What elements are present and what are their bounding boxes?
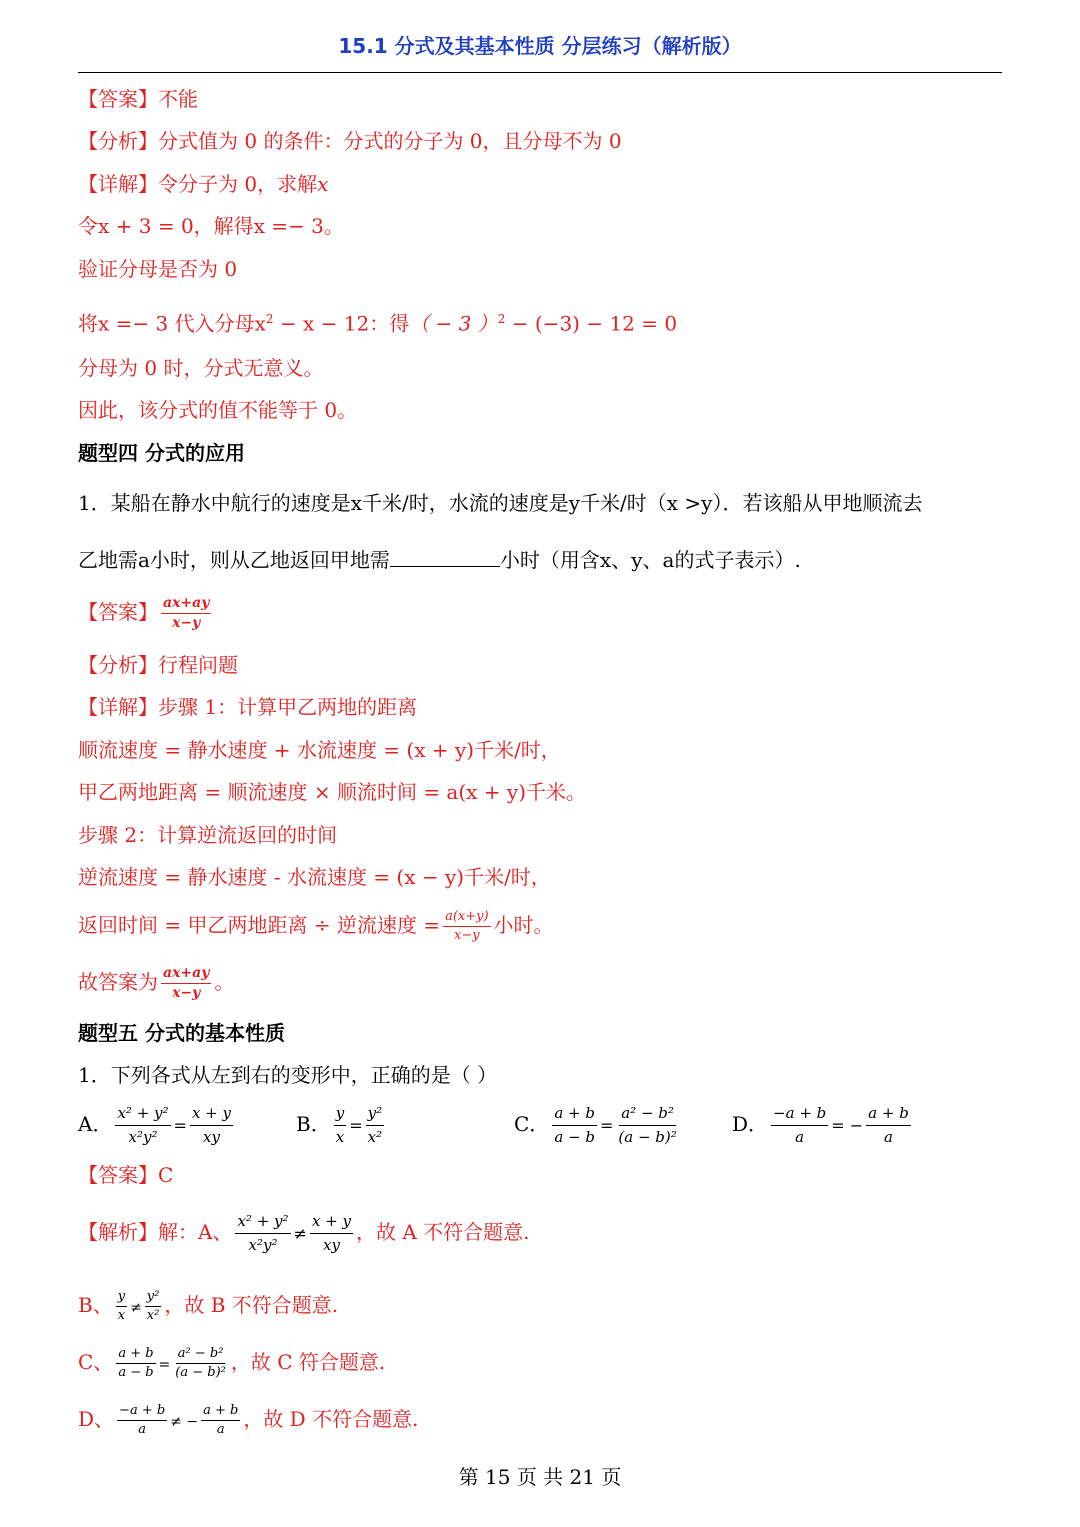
fraction-denominator: x−y	[172, 985, 201, 1001]
answer-label: 【答案】	[78, 1163, 158, 1187]
frac-num: x + y	[190, 1104, 233, 1126]
solution-d-frac2	[201, 1404, 240, 1437]
type4-detail-line	[78, 694, 417, 720]
option-b-frac2	[366, 1104, 385, 1147]
solution-label: 【解析】	[78, 1220, 158, 1244]
fraction-numerator: ax+ay	[161, 966, 211, 984]
superscript-2b: 2	[497, 312, 506, 326]
frac-num: y²	[366, 1104, 385, 1126]
option-a-label: A．	[78, 1112, 113, 1136]
final-period: 。	[214, 970, 235, 994]
option-d	[732, 1104, 914, 1147]
type4-answer-line	[78, 596, 214, 631]
return-time-fraction	[443, 910, 490, 943]
header-rule	[78, 72, 1002, 73]
frac-num: −a + b	[771, 1104, 828, 1126]
detail-var: x	[317, 172, 329, 196]
equals: =	[173, 1116, 187, 1135]
option-c-frac1	[552, 1104, 597, 1147]
detail-label: 【详解】	[78, 695, 158, 719]
step3-part-c: （ − 3 ）	[409, 311, 498, 336]
frac-den: xy	[322, 1236, 340, 1254]
step3-part-d: − (−3) − 12 = 0	[505, 311, 678, 336]
step3-part-b: − x − 12：得	[273, 311, 410, 336]
frac-num: a + b	[552, 1104, 597, 1126]
page-footer: 第 15 页 共 21 页	[458, 1465, 622, 1489]
frac-num: y	[116, 1290, 127, 1307]
step-line-1: 令x + 3 = 0，解得x =− 3。	[78, 214, 344, 238]
question-line2-b: 小时（用含x、y、a的式子表示）.	[499, 548, 801, 572]
frac-den: a − b	[554, 1128, 595, 1146]
frac-num: y²	[145, 1290, 162, 1307]
step-line-5: 因此，该分式的值不能等于 0。	[78, 398, 358, 422]
frac-den: x²	[367, 1128, 383, 1146]
frac-num: x² + y²	[115, 1104, 170, 1126]
option-b-label: B．	[296, 1112, 331, 1136]
solution-b-frac2	[145, 1290, 162, 1323]
answer-label: 【答案】	[78, 600, 158, 624]
option-b-frac1	[334, 1104, 346, 1147]
analysis-label: 【分析】	[78, 129, 158, 153]
not-equals-negative: ≠ −	[170, 1414, 199, 1430]
return-time-text: 返回时间 = 甲乙两地距离 ÷ 逆流速度 =	[78, 913, 441, 937]
solution-a-suffix: ，故 A 不符合题意.	[355, 1220, 530, 1244]
type4-line-distance: 甲乙两地距离 = 顺流速度 × 顺流时间 = a(x + y)千米。	[78, 780, 586, 804]
answer-value: 不能	[158, 87, 198, 111]
frac-den: x	[117, 1308, 126, 1323]
type4-line-step2: 步骤 2：计算逆流返回的时间	[78, 823, 338, 847]
frac-den: a	[884, 1128, 893, 1146]
not-equals: ≠	[293, 1224, 307, 1243]
solution-a-frac1	[235, 1212, 290, 1255]
frac-num: a + b	[866, 1104, 911, 1126]
step3-part-a: 将x =− 3 代入分母x	[78, 311, 266, 336]
solution-line-c	[78, 1347, 385, 1380]
analysis-text: 分式值为 0 的条件：分式的分子为 0，且分母不为 0	[158, 129, 622, 153]
document-header: 15.1 分式及其基本性质 分层练习（解析版）	[338, 34, 742, 58]
answer-blank	[390, 546, 500, 567]
type5-question: 1．下列各式从左到右的变形中，正确的是（ ）	[78, 1063, 498, 1087]
fraction-denominator: x−y	[172, 615, 201, 631]
frac-den: x²y²	[248, 1236, 278, 1254]
frac-den: a − b	[118, 1365, 154, 1380]
frac-num: a + b	[201, 1404, 240, 1421]
final-text: 故答案为	[78, 970, 158, 994]
frac-num: a² − b²	[176, 1347, 226, 1364]
analysis-label: 【分析】	[78, 653, 158, 677]
analysis-text: 行程问题	[158, 653, 238, 677]
solution-b-prefix: B、	[78, 1293, 113, 1317]
option-a-frac1	[115, 1104, 170, 1147]
frac-num: y	[334, 1104, 346, 1126]
detail-text: 令分子为 0，求解	[158, 172, 318, 196]
frac-den: a	[216, 1422, 225, 1437]
step-line-2: 验证分母是否为 0	[78, 257, 238, 281]
final-fraction	[161, 966, 211, 1001]
detail-line-1	[78, 171, 328, 197]
option-b	[296, 1104, 387, 1147]
equals: =	[349, 1116, 363, 1135]
solution-line-b	[78, 1290, 338, 1323]
type5-answer-line	[78, 1162, 173, 1188]
solution-c-frac1	[116, 1347, 155, 1380]
frac-num: a + b	[116, 1347, 155, 1364]
type4-heading: 题型四 分式的应用	[78, 441, 245, 465]
type4-question-line2	[78, 546, 801, 573]
frac-num: x + y	[310, 1212, 353, 1234]
answer-value: C	[158, 1163, 174, 1187]
solution-c-frac2	[173, 1347, 228, 1380]
solution-b-frac1	[116, 1290, 127, 1323]
frac-den: a	[795, 1128, 805, 1146]
frac-den: a	[138, 1422, 146, 1437]
detail-label: 【详解】	[78, 172, 158, 196]
type4-final-answer	[78, 966, 234, 1001]
solution-c-suffix: ，故 C 符合题意.	[230, 1350, 386, 1374]
option-d-frac2	[866, 1104, 911, 1147]
type4-line-downstream-speed: 顺流速度 = 静水速度 + 水流速度 = (x + y)千米/时，	[78, 738, 561, 762]
option-c	[514, 1104, 682, 1147]
solution-line-d	[78, 1404, 418, 1437]
step-line-3	[78, 306, 677, 337]
equals: =	[599, 1116, 614, 1135]
fraction-numerator: ax+ay	[161, 596, 211, 614]
fraction-numerator: a(x+y)	[443, 910, 490, 927]
question-line2-a: 乙地需a小时，则从乙地返回甲地需	[78, 548, 390, 572]
solution-d-suffix: ，故 D 不符合题意.	[243, 1407, 419, 1431]
type4-analysis-line	[78, 652, 238, 678]
fraction-denominator: x−y	[454, 928, 480, 943]
solution-c-prefix: C、	[78, 1350, 114, 1374]
type5-heading: 题型五 分式的基本性质	[78, 1021, 285, 1045]
type4-question-line1: 1．某船在静水中航行的速度是x千米/时，水流的速度是y千米/时（x >y）．若该船从甲地顺流去	[78, 491, 923, 515]
equals: =	[158, 1357, 171, 1373]
option-a-frac2	[190, 1104, 233, 1147]
frac-num: x² + y²	[235, 1212, 290, 1234]
frac-num: a² − b²	[619, 1104, 676, 1126]
equals-negative: = −	[831, 1116, 864, 1135]
solution-d-frac1	[117, 1404, 167, 1437]
solution-a-frac2	[310, 1212, 353, 1255]
solution-d-prefix: D、	[78, 1407, 115, 1431]
option-c-label: C．	[514, 1112, 550, 1136]
frac-den: x²y²	[128, 1128, 158, 1146]
frac-den: x²	[146, 1308, 160, 1323]
option-c-frac2	[616, 1104, 678, 1147]
solution-a-prefix: 解：A、	[158, 1220, 233, 1244]
solution-b-suffix: ，故 B 不符合题意.	[164, 1293, 339, 1317]
not-equals: ≠	[130, 1300, 142, 1316]
frac-den: xy	[202, 1128, 220, 1146]
option-d-frac1	[771, 1104, 828, 1147]
option-d-label: D．	[732, 1112, 769, 1136]
frac-den: (a − b)²	[618, 1128, 677, 1146]
return-time-unit: 小时。	[493, 913, 554, 937]
solution-line-a	[78, 1212, 530, 1255]
step-line-4: 分母为 0 时，分式无意义。	[78, 356, 324, 380]
frac-den: (a − b)²	[175, 1365, 226, 1380]
detail-text: 步骤 1：计算甲乙两地的距离	[158, 695, 418, 719]
option-a	[78, 1104, 236, 1147]
superscript-2: 2	[265, 312, 274, 326]
answer-line-1	[78, 86, 198, 112]
answer-fraction	[161, 596, 211, 631]
frac-den: x	[335, 1128, 345, 1146]
answer-label: 【答案】	[78, 87, 158, 111]
analysis-line-1	[78, 128, 622, 154]
frac-num: −a + b	[117, 1404, 167, 1421]
type4-line-upstream-speed: 逆流速度 = 静水速度 - 水流速度 = (x − y)千米/时，	[78, 865, 551, 889]
type4-line-return-time	[78, 910, 554, 943]
